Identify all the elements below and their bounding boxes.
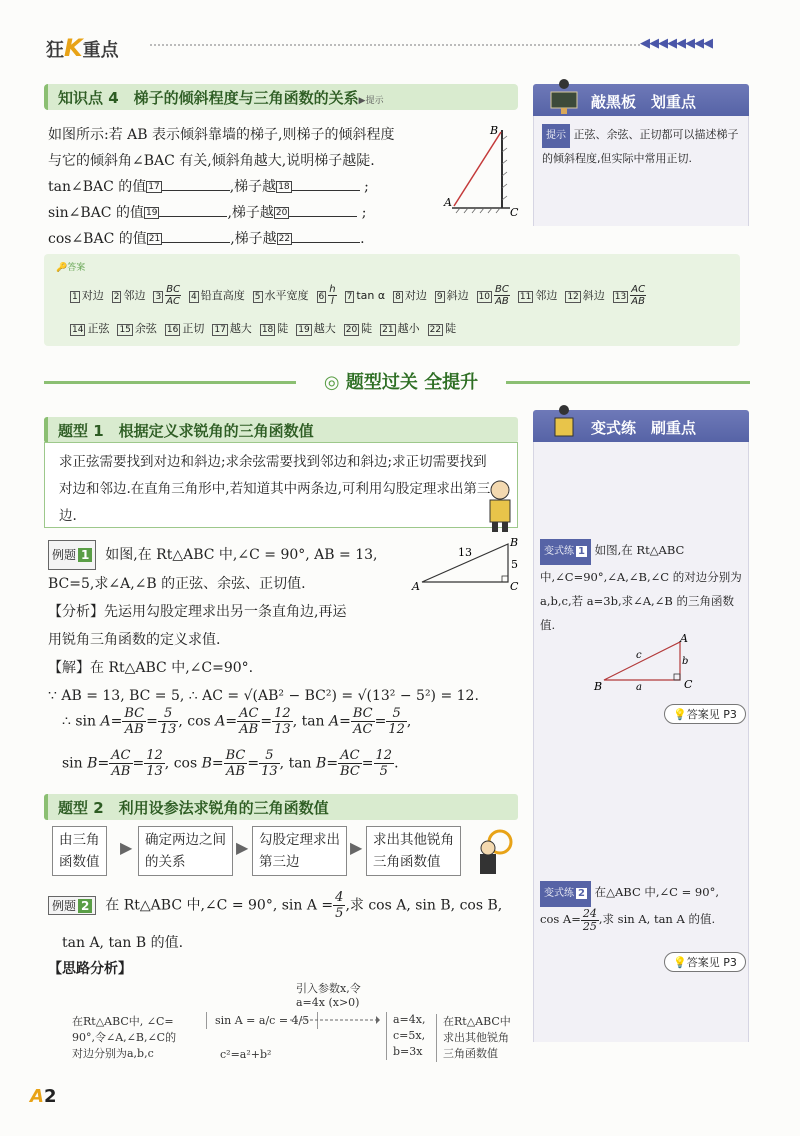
answer-text: 余弦	[134, 322, 157, 335]
bulb-icon: 💡	[673, 956, 687, 969]
type-2-bar	[44, 794, 518, 820]
bulb-icon: 💡	[673, 708, 687, 721]
blank-22: 22	[278, 234, 291, 244]
svg-text:B: B	[510, 536, 519, 549]
answer-item	[296, 322, 335, 335]
answer-item	[345, 289, 386, 302]
answer-item	[613, 284, 646, 307]
svg-text:b: b	[682, 656, 689, 667]
answer-number: 21	[382, 325, 394, 335]
variant-1	[540, 538, 744, 637]
answer-item	[344, 322, 372, 335]
header-arrows: ◀◀◀◀◀◀◀◀	[640, 36, 712, 51]
answer-number: 14	[72, 325, 84, 335]
flow-step-2: 确定两边之间 的关系	[138, 826, 233, 876]
hw-right-block: 在Rt△ABC中 求出其他锐角 三角函数值	[436, 1014, 511, 1062]
fig-label-B: B	[490, 124, 499, 137]
answer-see-p3-button-1[interactable]: 💡答案见 P3	[664, 704, 746, 724]
flow-arrow-icon: ▶	[236, 838, 249, 857]
answer-number: 1	[72, 291, 78, 302]
answer-item	[70, 289, 104, 302]
example-1-analysis-2: 用锐角三角函数的定义求值.	[48, 632, 221, 648]
intro-line-2: 与它的倾斜角∠BAC 有关,倾斜角越大,说明梯子越陡.	[48, 153, 375, 169]
answer-number: 8	[395, 291, 401, 302]
page-logo-icon: A	[30, 1086, 44, 1107]
magnifier-character-icon	[472, 826, 522, 880]
fill-blank-17[interactable]	[162, 177, 230, 191]
example-2-line-1: 例题 2 在 Rt△ABC 中,∠C = 90°, sin A = $\frac{4}{5}$ ,求 cos A, sin B, cos B,	[48, 890, 502, 921]
answer-item	[165, 322, 204, 335]
example-2-line-2: tan A, tan B 的值.	[62, 935, 184, 951]
page-number: A2	[30, 1086, 57, 1107]
answer-number: 3	[155, 291, 162, 302]
answer-number: 5	[254, 291, 261, 302]
brand-suffix: 重点	[82, 40, 119, 61]
fill-blank-20[interactable]	[289, 203, 357, 217]
answer-item	[189, 289, 245, 302]
example-1-solution-1: 【解】在 Rt△ABC 中,∠C=90°.	[48, 660, 254, 676]
sidebar-heading-practice	[533, 410, 749, 442]
example-1-fraction-line-1: ∴ sin A= $\frac{BC}{AB}$ = $\frac{5}{13}$ , cos A= $\frac{AC}{AB}$ = $\frac{12}{13}$ , tan A= $\frac{BC}{AC}$ = $\frac{5}{12}$ ,	[62, 706, 412, 737]
cos-line: cos∠BAC 的值 21 ,梯子越 22 .	[48, 231, 365, 247]
svg-text:a: a	[636, 682, 642, 693]
answer-item	[477, 284, 510, 307]
answer-number: 16	[166, 325, 179, 335]
type-1-description: 求正弦需要找到对边和斜边;求余弦需要找到邻边和斜边;求正切需要找到对边和邻边.在直角三角形中,若知道其中两条边,可利用勾股定理求出第三边.	[59, 454, 491, 524]
answers-box	[44, 254, 740, 346]
answer-item	[260, 322, 288, 335]
flow-step-1: 由三角 函数值	[52, 826, 107, 876]
answer-item	[435, 289, 469, 302]
blank-20: 20	[275, 208, 288, 218]
blank-18: 18	[278, 182, 290, 192]
answer-text: tan α	[356, 288, 386, 302]
svg-text:A: A	[412, 580, 420, 593]
answer-number: 2	[113, 291, 120, 302]
variant-2: 变式练 2 在△ABC 中,∠C = 90°, cos A= $\frac{24}{25}$ ,求 sin A, tan A 的值.	[540, 880, 744, 933]
ground-hatch	[456, 136, 507, 213]
answer-item	[70, 322, 109, 335]
answer-text: 斜边	[582, 288, 605, 302]
answer-number: 11	[519, 291, 532, 302]
sidebar-heading-board	[533, 84, 749, 116]
answer-item	[428, 322, 456, 335]
knowledge-point-4-bar	[44, 84, 518, 110]
answer-text: 对边	[81, 288, 104, 302]
answers-label: 🔑答案	[56, 263, 86, 273]
answer-text: 陡	[445, 322, 457, 335]
answer-number: 9	[436, 291, 443, 302]
hint-link[interactable]: ▶提示	[358, 96, 384, 106]
answer-text: 越小	[397, 322, 420, 335]
thinking-character-icon	[478, 478, 524, 534]
variant-2-text-2: ,求 sin A, tan A 的值.	[598, 912, 716, 926]
answer-item	[212, 322, 251, 335]
example-1-badge: 例题 1	[48, 540, 96, 570]
divider-title-wrap	[296, 368, 506, 396]
answer-text: 邻边	[123, 288, 146, 302]
hw-left-block: 在Rt△ABC中, ∠C= 90°,令∠A,∠B,∠C的 对边分别为a,b,c	[72, 1015, 177, 1060]
answer-number: 12	[567, 291, 579, 302]
answer-text: 铅直高度	[200, 288, 245, 302]
example-1-question-1: 如图,在 Rt△ABC 中,∠C = 90°, AB = 13,	[105, 547, 378, 563]
hw-param-1: 引入参数x,令	[296, 982, 361, 995]
answer-fraction: $\frac{BC}{AB}$	[495, 284, 509, 307]
brand-k: K	[64, 34, 83, 62]
swirl-icon: ◎	[323, 372, 340, 393]
variant-2-badge: 变式练 2	[540, 881, 591, 907]
key-icon: 🔑	[56, 263, 68, 273]
example-1	[48, 540, 479, 710]
answer-item	[112, 289, 146, 302]
example-1-triangle	[408, 534, 526, 594]
svg-text:c: c	[636, 650, 642, 661]
answer-text: 越大	[313, 322, 336, 335]
answer-item	[565, 289, 604, 302]
variant-1-badge: 变式练 1	[540, 539, 591, 565]
answer-number: 6	[318, 291, 325, 302]
svg-text:B: B	[594, 680, 603, 693]
sidebar-practice-title: 变式练 刷重点	[591, 419, 697, 437]
answer-text: 对边	[404, 288, 427, 302]
answers-row-2	[70, 320, 464, 336]
example-1-question-2: BC=5,求∠A,∠B 的正弦、余弦、正切值.	[48, 576, 306, 592]
hw-values-block: a=4x, c=5x, b=3x	[386, 1012, 425, 1060]
type-1-description-box	[44, 442, 518, 528]
answer-text: 水平宽度	[264, 288, 309, 302]
flow-arrow-icon: ▶	[120, 838, 133, 857]
flow-step-4: 求出其他锐角 三角函数值	[366, 826, 461, 876]
answer-text: 正弦	[87, 322, 110, 335]
answer-item	[518, 289, 557, 302]
divider-title: 题型过关 全提升	[345, 372, 479, 393]
fig-label-C: C	[510, 206, 519, 219]
type-2-title: 题型 2 利用设参法求锐角的三角函数值	[58, 799, 329, 817]
blank-17: 17	[148, 182, 160, 192]
answer-item	[117, 322, 156, 335]
knowledge-point-4-title: 知识点 4 梯子的倾斜程度与三角函数的关系	[58, 89, 359, 107]
svg-text:C: C	[684, 678, 693, 691]
answer-fraction: $\frac{AC}{AB}$	[631, 284, 646, 307]
answer-text: 斜边	[446, 288, 469, 302]
variant-1-triangle	[592, 630, 702, 694]
answer-number: 4	[191, 291, 197, 302]
flow-arrow-icon: ▶	[350, 838, 363, 857]
answer-number: 17	[214, 325, 226, 335]
type-2-flow	[44, 826, 518, 874]
hw-pythagoras: c²=a²+b²	[220, 1048, 272, 1061]
answer-fraction: $\frac{BC}{AC}$	[166, 284, 181, 307]
sidebar-board-body	[533, 116, 749, 226]
practice-person-icon	[547, 402, 581, 442]
answer-text: 邻边	[535, 288, 558, 302]
blank-19: 19	[145, 208, 158, 218]
answer-number: 22	[429, 325, 442, 335]
section4-body	[48, 122, 468, 252]
variant-2-text-1: 在△ABC 中,∠C = 90°,	[594, 885, 719, 899]
fill-blank-21[interactable]	[162, 229, 230, 243]
answer-number: 10	[478, 291, 491, 302]
header-dotted-rule	[150, 44, 640, 48]
ladder-line	[454, 132, 501, 206]
answer-text: 陡	[277, 322, 289, 335]
answer-fraction: $\frac{h}{l}$	[329, 284, 336, 307]
answer-text: 越大	[229, 322, 252, 335]
answer-number: 20	[345, 325, 358, 335]
thinking-analysis-label: 【思路分析】	[48, 961, 132, 977]
answer-see-p3-button-2[interactable]: 💡答案见 P3	[664, 952, 746, 972]
type-1-title: 题型 1 根据定义求锐角的三角函数值	[58, 422, 314, 440]
hw-arrows	[290, 1006, 380, 1046]
svg-text:5: 5	[511, 558, 518, 571]
brand-prefix: 狂	[46, 40, 64, 61]
fill-blank-22[interactable]	[292, 229, 360, 243]
example-1-solution-2: ∵ AB = 13, BC = 5, ∴ AC = √(AB² − BC²) = √(13² − 5²) = 12.	[48, 688, 479, 704]
brand-logo	[46, 34, 119, 62]
flow-step-3: 勾股定理求出 第三边	[252, 826, 347, 876]
answer-number: 19	[298, 325, 310, 335]
tip-badge: 提示	[542, 124, 570, 148]
answers-row-1	[70, 284, 654, 307]
answer-text: 正切	[182, 322, 205, 335]
answer-number: 15	[119, 325, 131, 335]
type-1-bar	[44, 417, 518, 443]
variant-1-text: 如图,在 Rt△ABC 中,∠C=90°,∠A,∠B,∠C 的对边分别为 a,b,c,若 a=3b,求∠A,∠B 的三角函数值.	[540, 543, 742, 632]
hw-sin-ratio: sin A = a/c = 4/5	[206, 1012, 318, 1029]
svg-text:13: 13	[458, 546, 472, 559]
tan-line: tan∠BAC 的值 17 ,梯子越 18 ;	[48, 179, 369, 195]
fill-blank-19[interactable]	[159, 203, 227, 217]
answer-item	[253, 289, 309, 302]
intro-line-1: 如图所示:若 AB 表示倾斜靠墙的梯子,则梯子的倾斜程度	[48, 127, 395, 143]
svg-text:A: A	[680, 632, 688, 645]
sidebar-board-title: 敲黑板 划重点	[591, 93, 697, 111]
answer-item	[380, 322, 419, 335]
answer-text: 陡	[361, 322, 373, 335]
answer-number: 7	[346, 291, 353, 302]
tip-text: 正弦、余弦、正切都可以描述梯子的倾斜程度,但实际中常用正切.	[542, 128, 739, 165]
sin-line: sin∠BAC 的值 19 ,梯子越 20 ;	[48, 205, 367, 221]
svg-text:C: C	[510, 580, 519, 593]
example-1-fraction-line-2: sin B= $\frac{AC}{AB}$ = $\frac{12}{13}$ , cos B= $\frac{BC}{AB}$ = $\frac{5}{13}$ , tan B= $\frac{AC}{BC}$ = $\frac{12}{5}$ .	[62, 748, 399, 779]
example-2-badge: 例题 2	[48, 896, 96, 915]
answer-number: 13	[614, 291, 627, 302]
chalkboard-person-icon	[547, 76, 581, 116]
hw-param-2: a=4x (x>0)	[296, 996, 360, 1009]
ladder-figure	[430, 120, 526, 220]
example-1-analysis-1: 【分析】先运用勾股定理求出另一条直角边,再运	[48, 604, 347, 620]
answer-item	[317, 284, 337, 307]
fill-blank-18[interactable]	[292, 177, 360, 191]
answer-number: 18	[261, 325, 274, 335]
blank-21: 21	[148, 234, 161, 244]
answer-item	[393, 289, 427, 302]
fig-label-A: A	[444, 196, 452, 209]
answer-item	[153, 284, 181, 307]
